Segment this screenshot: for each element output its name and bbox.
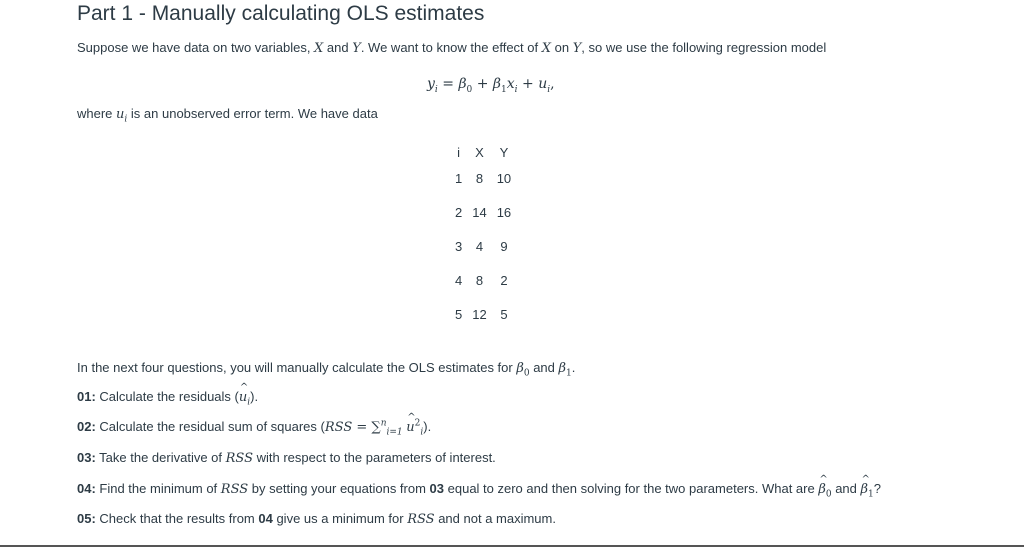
table-row <box>450 195 516 229</box>
q2-rss: RSS <box>324 420 353 435</box>
cell-i: 2 <box>455 204 463 220</box>
q5-text-2: give us a minimum for <box>272 511 408 526</box>
eq-beta1: β <box>492 76 502 92</box>
data-table <box>450 143 516 331</box>
cell-x: 8 <box>475 272 484 288</box>
var-y: Y <box>352 41 361 56</box>
lead-beta1: β <box>558 361 567 376</box>
var-x-2: X <box>541 41 551 56</box>
cell-y: 16 <box>496 204 512 220</box>
q5-label: 05: <box>77 511 96 526</box>
q4-text-3: equal to zero and then solving for the two parameters. What are <box>444 481 819 496</box>
lead-text-3: . <box>571 360 576 375</box>
q2-sub-i1: i=1 <box>386 427 403 438</box>
lead-paragraph <box>77 360 576 379</box>
eq-plus-2: + <box>517 76 539 92</box>
bottom-divider <box>0 545 1024 547</box>
intro-text-4: on <box>551 40 573 55</box>
q4-text-2: by setting your equations from <box>248 481 430 496</box>
q2-sub-i: i <box>420 427 424 438</box>
cell-x: 12 <box>472 306 487 322</box>
lead-text-2: and <box>529 360 559 375</box>
intro-text-3: . We want to know the effect of <box>360 40 542 55</box>
where-text-1: where <box>77 106 117 121</box>
q4-ref: 03 <box>429 481 445 496</box>
question-04 <box>77 481 881 500</box>
q2-label: 02: <box>77 419 96 434</box>
q3-rss: RSS <box>225 451 254 466</box>
page-title: Part 1 - Manually calculating OLS estimates <box>77 2 485 25</box>
q2-text-2: ). <box>423 419 432 434</box>
cell-i: 1 <box>455 170 463 186</box>
q1-text-2: ). <box>250 389 259 404</box>
q4-text-4: and <box>831 481 861 496</box>
q2-sum: ∑ <box>371 420 381 435</box>
table-row <box>450 229 516 263</box>
intro-text-5: , so we use the following regression model <box>581 40 827 55</box>
where-sub-i: i <box>124 114 128 125</box>
q2-sup-n: n <box>380 418 387 429</box>
question-02 <box>77 418 432 438</box>
intro-paragraph <box>77 40 826 56</box>
q4-beta0-hat: ^ β <box>818 482 826 497</box>
table-row <box>450 161 516 195</box>
regression-equation <box>427 75 555 95</box>
q1-u-hat: ^ u <box>239 390 247 405</box>
lead-sub-1: 1 <box>566 368 572 379</box>
q3-label: 03: <box>77 450 96 465</box>
intro-text-1: Suppose we have data on two variables, <box>77 40 315 55</box>
q5-ref: 04 <box>258 511 273 526</box>
eq-comma: , <box>550 76 555 92</box>
eq-u: u <box>538 76 548 92</box>
q3-text-1: Take the derivative of <box>95 450 226 465</box>
question-01 <box>77 389 259 408</box>
cell-x: 8 <box>475 170 484 186</box>
eq-sub-i-u: i <box>547 84 551 95</box>
q1-label: 01: <box>77 389 96 404</box>
q5-text-3: and not a maximum. <box>434 511 556 526</box>
where-u: u <box>116 107 125 122</box>
cell-y: 5 <box>500 306 508 322</box>
eq-equals: = <box>437 76 459 92</box>
q2-u-hat: ^ u <box>406 420 414 435</box>
header-y: Y <box>499 144 509 160</box>
q4-label: 04: <box>77 481 96 496</box>
q4-sub-0: 0 <box>825 489 832 500</box>
cell-y: 9 <box>500 238 508 254</box>
where-paragraph <box>77 106 378 125</box>
q4-rss: RSS <box>220 482 249 497</box>
eq-sub-i: i <box>434 84 438 95</box>
q1-text-1: Calculate the residuals ( <box>95 389 239 404</box>
q4-sub-1: 1 <box>868 489 874 500</box>
q1-sub-i: i <box>247 397 251 408</box>
eq-plus-1: + <box>472 76 493 92</box>
table-row <box>450 297 516 331</box>
eq-sub-1: 1 <box>501 84 507 95</box>
q2-sup-2: 2 <box>414 418 421 429</box>
cell-x: 4 <box>475 238 484 254</box>
lead-sub-0: 0 <box>523 368 530 379</box>
eq-beta0: β <box>458 76 467 92</box>
question-05 <box>77 511 556 527</box>
eq-y: y <box>427 76 435 92</box>
q4-text-5: ? <box>873 481 881 496</box>
q2-text-1: Calculate the residual sum of squares ( <box>95 419 325 434</box>
q5-rss: RSS <box>407 512 435 527</box>
q4-beta1-hat: ^ β <box>861 482 869 497</box>
intro-text-2: and <box>323 40 353 55</box>
cell-y: 10 <box>496 170 512 186</box>
header-i: i <box>457 144 461 160</box>
lead-text-1: In the next four questions, you will manually calculate the OLS estimates for <box>77 360 517 375</box>
cell-y: 2 <box>500 272 508 288</box>
table-row <box>450 263 516 297</box>
eq-x: x <box>506 76 515 92</box>
header-x: X <box>475 144 484 160</box>
q4-text-1: Find the minimum of <box>95 481 221 496</box>
cell-i: 3 <box>455 238 463 254</box>
cell-x: 14 <box>472 204 487 220</box>
cell-i: 4 <box>455 272 463 288</box>
eq-sub-0: 0 <box>466 84 473 95</box>
question-03 <box>77 450 496 466</box>
table-header-row <box>450 143 516 161</box>
lead-beta0: β <box>516 361 524 376</box>
eq-sub-i-x: i <box>514 84 518 95</box>
where-text-2: is an unobserved error term. We have data <box>127 106 378 121</box>
var-y-2: Y <box>572 41 582 56</box>
q5-text-1: Check that the results from <box>95 511 259 526</box>
cell-i: 5 <box>455 306 463 322</box>
var-x: X <box>314 41 324 56</box>
q3-text-2: with respect to the parameters of interest. <box>253 450 496 465</box>
q2-equals: = <box>352 420 372 435</box>
